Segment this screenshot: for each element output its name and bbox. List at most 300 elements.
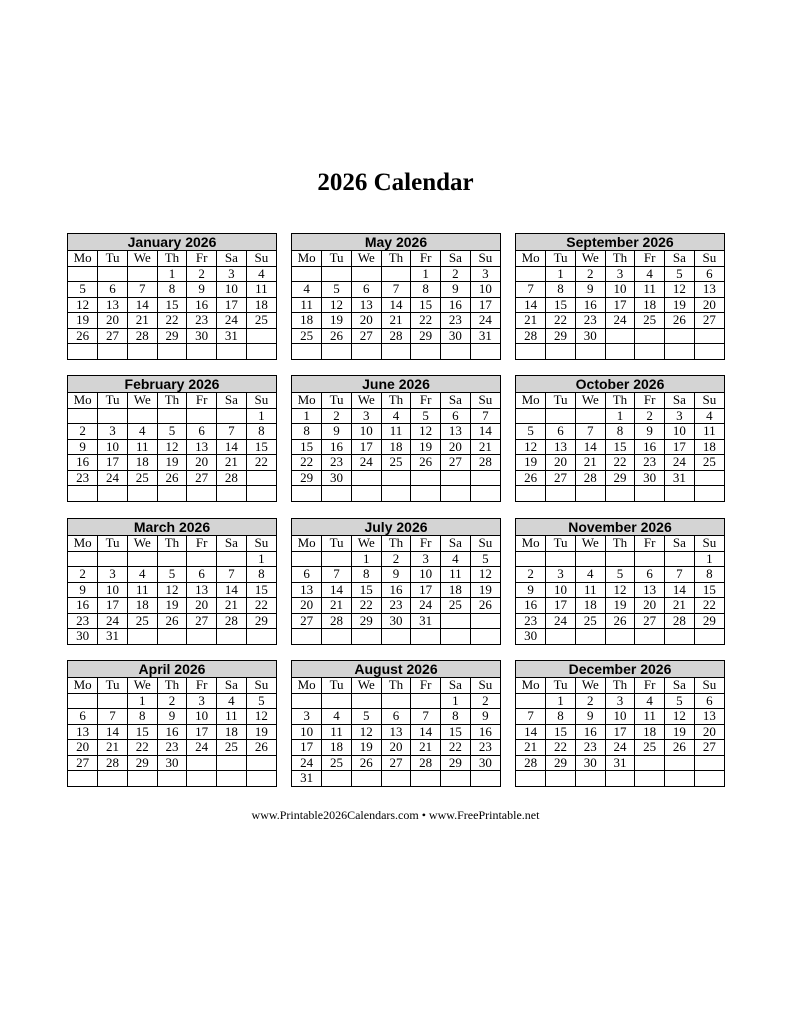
day-cell: 7 [575,424,605,440]
day-cell: 2 [381,551,411,567]
day-cell: 8 [157,282,187,298]
day-cell: 15 [605,439,635,455]
day-cell: 16 [187,297,217,313]
day-cell: 30 [68,629,98,644]
weekday-label: Fr [635,251,665,266]
empty-day-cell [575,551,605,567]
day-cell: 20 [98,313,128,329]
weekday-label: Th [157,678,187,693]
day-cell: 23 [187,313,217,329]
day-cell: 22 [127,740,157,756]
day-cell: 30 [635,470,665,486]
day-cell: 6 [187,567,217,583]
day-cell: 9 [68,439,98,455]
week-row [516,424,724,440]
day-cell: 24 [665,455,695,471]
week-row [292,613,500,629]
day-cell: 24 [546,613,576,629]
day-cell: 18 [246,297,276,313]
day-cell: 28 [127,328,157,344]
day-cell: 22 [246,455,276,471]
day-cell: 3 [605,266,635,282]
week-row [68,282,276,298]
empty-day-cell [635,344,665,359]
day-cell: 5 [157,424,187,440]
empty-day-cell [292,486,322,501]
weekday-label: Sa [441,393,471,408]
day-cell: 22 [157,313,187,329]
day-cell: 9 [575,709,605,725]
weekday-header-row [292,251,500,266]
day-cell: 20 [187,455,217,471]
weekday-label: Th [605,536,635,551]
empty-day-cell [68,486,98,501]
empty-day-cell [351,629,381,644]
day-cell: 10 [411,567,441,583]
day-cell: 17 [605,297,635,313]
day-cell: 25 [575,613,605,629]
weekday-label: Mo [292,393,322,408]
week-row [68,328,276,344]
day-cell: 6 [98,282,128,298]
empty-day-cell [292,266,322,282]
day-cell: 11 [441,567,471,583]
day-cell: 28 [411,755,441,771]
day-cell: 19 [516,455,546,471]
day-cell: 11 [635,709,665,725]
empty-day-cell [470,613,500,629]
empty-day-cell [246,344,276,359]
day-cell: 4 [217,693,247,709]
month-day-grid [292,536,500,644]
day-cell: 12 [665,709,695,725]
day-cell: 4 [127,567,157,583]
weekday-label: Mo [68,678,98,693]
week-row [516,328,724,344]
empty-day-cell [381,470,411,486]
day-cell: 25 [322,755,352,771]
weekday-label: Mo [292,251,322,266]
day-cell: 13 [546,439,576,455]
day-cell: 28 [470,455,500,471]
week-row [516,266,724,282]
empty-day-cell [665,551,695,567]
week-row [292,470,500,486]
week-row [68,709,276,725]
weekday-label: Th [605,251,635,266]
month-calendar [515,518,725,645]
day-cell: 7 [381,282,411,298]
day-cell: 17 [98,598,128,614]
week-row [292,266,500,282]
weekday-label: Mo [516,536,546,551]
day-cell: 31 [665,470,695,486]
day-cell: 14 [575,439,605,455]
week-row [68,598,276,614]
weekday-label: Mo [68,251,98,266]
day-cell: 23 [635,455,665,471]
day-cell: 12 [665,282,695,298]
weekday-label: Tu [98,393,128,408]
day-cell: 30 [157,755,187,771]
day-cell: 28 [98,755,128,771]
empty-day-cell [157,486,187,501]
weekday-label: Fr [411,536,441,551]
weekday-label: Tu [322,393,352,408]
day-cell: 11 [381,424,411,440]
day-cell: 29 [127,755,157,771]
day-cell: 2 [157,693,187,709]
day-cell: 28 [575,470,605,486]
day-cell: 30 [516,629,546,644]
empty-day-cell [411,629,441,644]
day-cell: 3 [98,567,128,583]
empty-day-cell [322,486,352,501]
day-cell: 8 [546,709,576,725]
empty-day-cell [157,344,187,359]
week-row [68,551,276,567]
day-cell: 3 [470,266,500,282]
week-row [516,613,724,629]
day-cell: 28 [217,470,247,486]
month-day-grid [292,393,500,501]
day-cell: 12 [322,297,352,313]
day-cell: 23 [68,613,98,629]
empty-day-cell [665,629,695,644]
empty-day-cell [246,486,276,501]
day-cell: 23 [68,470,98,486]
month-calendar [515,233,725,360]
weekday-label: Su [246,393,276,408]
day-cell: 15 [292,439,322,455]
weekday-label: Th [605,678,635,693]
day-cell: 22 [292,455,322,471]
empty-day-cell [217,629,247,644]
day-cell: 13 [292,582,322,598]
day-cell: 5 [322,282,352,298]
week-row [68,439,276,455]
day-cell: 19 [351,740,381,756]
day-cell: 5 [665,266,695,282]
weekday-label: Th [157,536,187,551]
week-row [516,439,724,455]
week-row [68,724,276,740]
day-cell: 4 [127,424,157,440]
empty-day-cell [516,408,546,424]
day-cell: 8 [246,424,276,440]
empty-day-cell [516,551,546,567]
day-cell: 1 [605,408,635,424]
month-title: March 2026 [68,519,276,536]
empty-day-cell [127,344,157,359]
day-cell: 4 [322,709,352,725]
weekday-label: Tu [98,536,128,551]
day-cell: 1 [246,408,276,424]
empty-day-cell [546,408,576,424]
weekday-label: We [575,251,605,266]
week-row [292,724,500,740]
empty-day-cell [665,328,695,344]
empty-day-cell [635,328,665,344]
day-cell: 22 [694,598,724,614]
empty-day-cell [605,486,635,501]
weekday-header-row [516,393,724,408]
month-title: January 2026 [68,234,276,251]
month-title: October 2026 [516,376,724,393]
empty-day-cell [694,486,724,501]
day-cell: 5 [605,567,635,583]
month-title: September 2026 [516,234,724,251]
day-cell: 18 [127,455,157,471]
month-calendar [515,375,725,502]
weekday-label: Fr [187,393,217,408]
day-cell: 8 [246,567,276,583]
day-cell: 14 [322,582,352,598]
day-cell: 23 [516,613,546,629]
day-cell: 6 [381,709,411,725]
day-cell: 1 [292,408,322,424]
day-cell: 3 [665,408,695,424]
month-day-grid [68,251,276,359]
day-cell: 25 [694,455,724,471]
empty-day-cell [516,266,546,282]
week-row [68,771,276,786]
day-cell: 15 [441,724,471,740]
day-cell: 21 [470,439,500,455]
weekday-label: Mo [68,536,98,551]
day-cell: 2 [322,408,352,424]
day-cell: 13 [68,724,98,740]
empty-day-cell [470,470,500,486]
day-cell: 9 [322,424,352,440]
empty-day-cell [665,755,695,771]
weekday-label: Sa [217,393,247,408]
day-cell: 17 [411,582,441,598]
day-cell: 24 [292,755,322,771]
day-cell: 29 [546,755,576,771]
day-cell: 9 [575,282,605,298]
day-cell: 25 [127,470,157,486]
day-cell: 28 [665,613,695,629]
day-cell: 16 [516,598,546,614]
week-row [516,724,724,740]
week-row [516,282,724,298]
weekday-label: Sa [217,678,247,693]
week-row [292,408,500,424]
weekday-label: Mo [68,393,98,408]
weekday-label: Tu [322,678,352,693]
day-cell: 7 [516,282,546,298]
day-cell: 19 [665,297,695,313]
weekday-label: We [127,678,157,693]
day-cell: 7 [98,709,128,725]
day-cell: 13 [694,282,724,298]
day-cell: 13 [441,424,471,440]
day-cell: 29 [292,470,322,486]
day-cell: 2 [68,567,98,583]
empty-day-cell [217,551,247,567]
day-cell: 24 [470,313,500,329]
day-cell: 13 [187,439,217,455]
month-day-grid [516,251,724,359]
day-cell: 18 [635,297,665,313]
empty-day-cell [516,486,546,501]
day-cell: 18 [441,582,471,598]
day-cell: 24 [605,740,635,756]
empty-day-cell [217,344,247,359]
day-cell: 4 [635,266,665,282]
day-cell: 11 [694,424,724,440]
day-cell: 27 [351,328,381,344]
week-row [516,629,724,644]
day-cell: 12 [470,567,500,583]
day-cell: 26 [351,755,381,771]
weekday-label: Th [157,393,187,408]
empty-day-cell [635,755,665,771]
month-day-grid [516,393,724,501]
day-cell: 29 [411,328,441,344]
empty-day-cell [68,408,98,424]
day-cell: 27 [68,755,98,771]
empty-day-cell [605,771,635,786]
weekday-label: Fr [187,536,217,551]
empty-day-cell [98,408,128,424]
empty-day-cell [187,755,217,771]
weekday-label: Tu [322,536,352,551]
day-cell: 3 [187,693,217,709]
day-cell: 14 [516,724,546,740]
day-cell: 20 [381,740,411,756]
day-cell: 3 [351,408,381,424]
day-cell: 25 [635,313,665,329]
day-cell: 3 [217,266,247,282]
day-cell: 19 [470,582,500,598]
week-row [516,740,724,756]
empty-day-cell [575,486,605,501]
empty-day-cell [292,344,322,359]
day-cell: 4 [635,693,665,709]
day-cell: 24 [98,470,128,486]
empty-day-cell [157,408,187,424]
week-row [68,266,276,282]
day-cell: 8 [546,282,576,298]
weekday-label: We [351,678,381,693]
empty-day-cell [217,486,247,501]
empty-day-cell [322,266,352,282]
day-cell: 16 [575,724,605,740]
day-cell: 16 [381,582,411,598]
day-cell: 23 [381,598,411,614]
month-calendar [67,375,277,502]
day-cell: 8 [351,567,381,583]
day-cell: 2 [635,408,665,424]
day-cell: 26 [605,613,635,629]
day-cell: 14 [217,439,247,455]
day-cell: 25 [246,313,276,329]
day-cell: 12 [516,439,546,455]
weekday-label: Fr [635,393,665,408]
weekday-label: We [127,251,157,266]
day-cell: 15 [546,724,576,740]
day-cell: 4 [694,408,724,424]
empty-day-cell [187,551,217,567]
month-calendar [291,375,501,502]
weekday-label: Su [246,536,276,551]
week-row [516,470,724,486]
weekday-label: Fr [187,251,217,266]
week-row [292,551,500,567]
day-cell: 1 [351,551,381,567]
day-cell: 7 [322,567,352,583]
day-cell: 19 [665,724,695,740]
weekday-label: Su [246,678,276,693]
weekday-label: Th [381,536,411,551]
empty-day-cell [381,629,411,644]
empty-day-cell [411,486,441,501]
weekday-header-row [516,678,724,693]
week-row [292,771,500,786]
day-cell: 9 [187,282,217,298]
week-row [516,771,724,786]
weekday-label: Sa [441,536,471,551]
day-cell: 27 [694,313,724,329]
day-cell: 9 [68,582,98,598]
day-cell: 19 [246,724,276,740]
weekday-label: We [127,536,157,551]
day-cell: 10 [98,582,128,598]
day-cell: 16 [470,724,500,740]
week-row [68,567,276,583]
week-row [292,486,500,501]
day-cell: 31 [470,328,500,344]
weekday-label: Su [470,393,500,408]
weekday-label: Th [157,251,187,266]
week-row [68,613,276,629]
week-row [516,344,724,359]
day-cell: 6 [694,693,724,709]
day-cell: 2 [187,266,217,282]
empty-day-cell [351,266,381,282]
day-cell: 4 [246,266,276,282]
day-cell: 14 [98,724,128,740]
day-cell: 11 [575,582,605,598]
day-cell: 21 [516,740,546,756]
day-cell: 21 [217,598,247,614]
day-cell: 9 [381,567,411,583]
day-cell: 8 [605,424,635,440]
day-cell: 16 [322,439,352,455]
weekday-label: Tu [546,678,576,693]
day-cell: 23 [157,740,187,756]
day-cell: 1 [441,693,471,709]
day-cell: 28 [516,755,546,771]
weekday-label: Sa [217,251,247,266]
empty-day-cell [411,771,441,786]
day-cell: 15 [127,724,157,740]
week-row [292,582,500,598]
weekday-label: Su [470,251,500,266]
day-cell: 18 [292,313,322,329]
day-cell: 11 [322,724,352,740]
day-cell: 6 [635,567,665,583]
day-cell: 27 [546,470,576,486]
week-row [68,740,276,756]
day-cell: 7 [217,424,247,440]
empty-day-cell [575,629,605,644]
weekday-label: Sa [217,536,247,551]
day-cell: 10 [187,709,217,725]
day-cell: 5 [411,408,441,424]
